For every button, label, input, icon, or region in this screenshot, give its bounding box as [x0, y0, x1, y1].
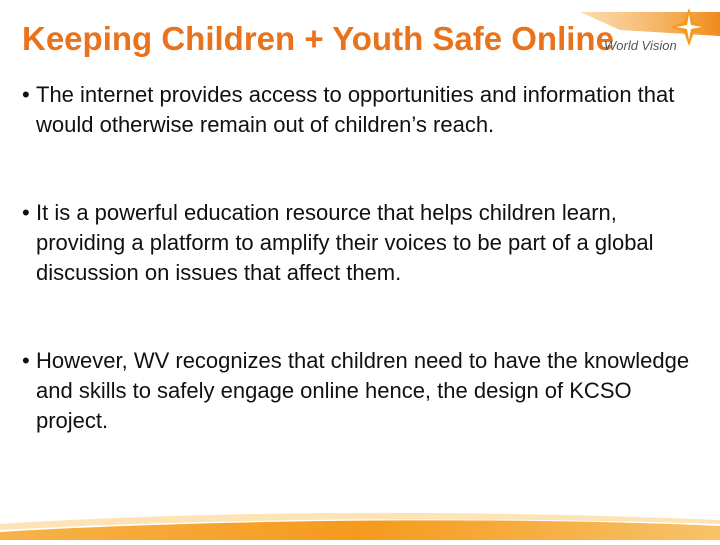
- bullet-item: [22, 346, 702, 436]
- bullet-dot: •: [22, 200, 30, 225]
- slide-title: Keeping Children + Youth Safe Online: [22, 20, 614, 57]
- world-vision-logo: [580, 0, 720, 80]
- logo-text: World Vision: [604, 38, 677, 53]
- bullet-dot: •: [22, 348, 30, 373]
- bullet-item: [22, 80, 702, 140]
- bullet-text: It is a powerful education resource that helps children learn, providing a platform to amplify their voices to be part of a global discussion on issues that affect them.: [36, 200, 654, 285]
- bullet-item: [22, 198, 702, 288]
- bullet-list: [22, 80, 702, 494]
- bullet-dot: •: [22, 82, 30, 107]
- bullet-text: However, WV recognizes that children need to have the knowledge and skills to safely engage online hence, the design of KCSO project.: [36, 348, 690, 433]
- bullet-text: The internet provides access to opportunities and information that would otherwise remain out of children’s reach.: [36, 82, 675, 137]
